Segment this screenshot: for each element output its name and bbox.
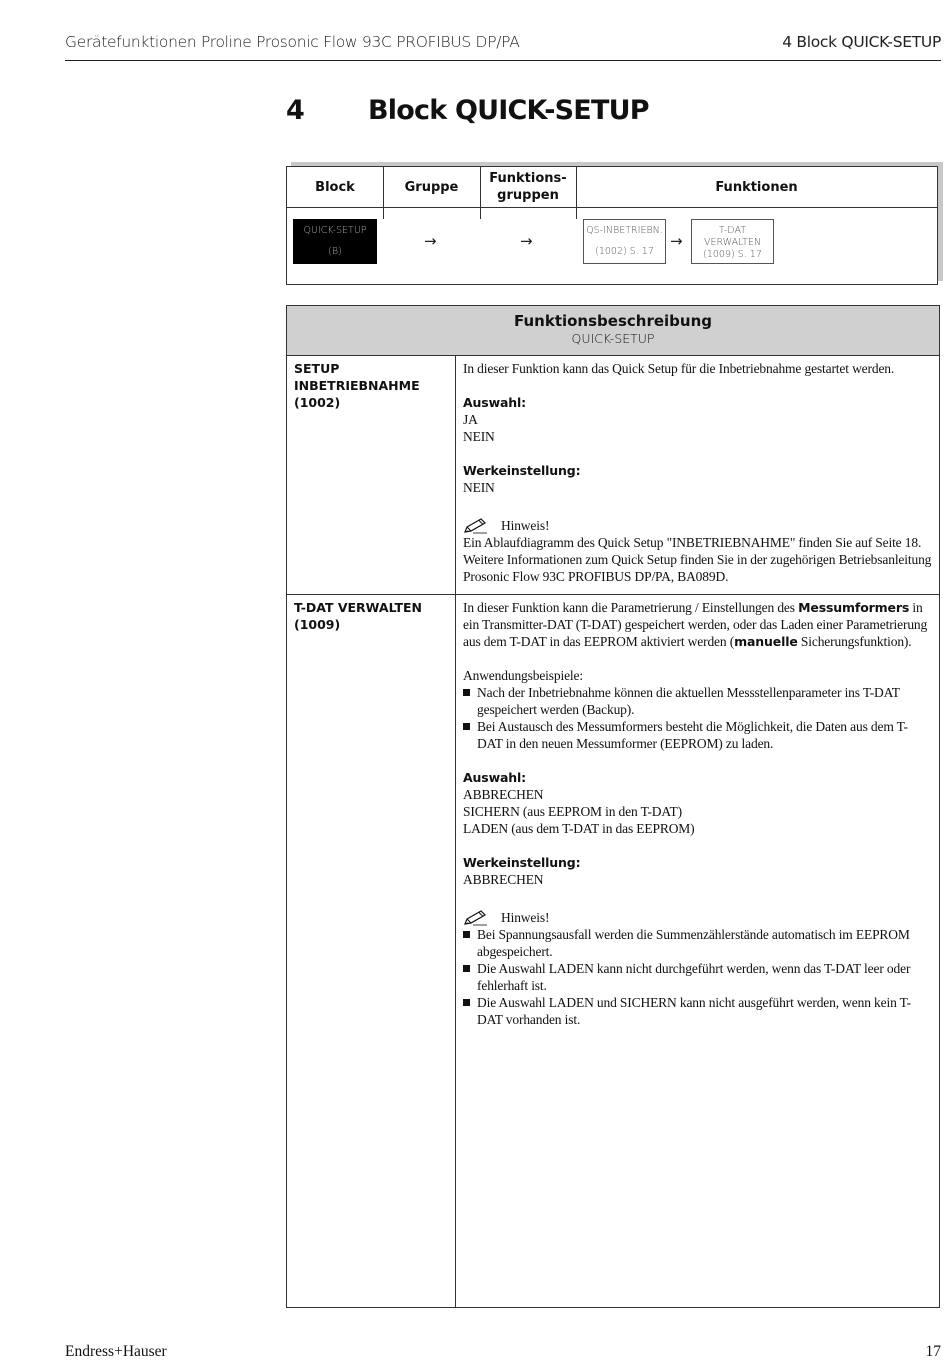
function-name-setup-inbetriebnahme xyxy=(294,360,449,411)
function-description-table xyxy=(286,305,940,1308)
col-divider xyxy=(480,167,481,219)
description-subheading: QUICK-SETUP xyxy=(571,331,655,346)
col-divider xyxy=(383,167,384,219)
bullet-icon xyxy=(463,689,470,696)
col-divider xyxy=(576,167,577,219)
pencil-note-icon xyxy=(463,518,489,534)
list-item-text: Die Auswahl LADEN und SICHERN kann nicht ausgeführt werden, wenn kein T-DAT vorhanden ist. xyxy=(477,995,911,1027)
header-row-divider xyxy=(287,207,937,208)
werkeinstellung-label: Werkeinstellung: xyxy=(463,855,581,870)
hint-text: Ein Ablaufdiagramm des Quick Setup "INBETRIEBNAHME" finden Sie auf Seite 18. xyxy=(463,535,922,550)
hint-header xyxy=(463,909,933,926)
block-box-name: QUICK-SETUP xyxy=(303,225,367,236)
pencil-note-icon xyxy=(463,910,489,926)
intro-segment: in ein Transmitter-DAT (T-DAT) gespeichert werden, oder das Laden einer Parametrierung aus dem T-DAT in das EEPROM aktiviert werden ( xyxy=(463,600,928,649)
col-header-block: Block xyxy=(315,179,355,195)
function-name-t-dat-verwalten xyxy=(294,599,449,633)
list-item xyxy=(463,994,933,1028)
list-item xyxy=(463,684,933,718)
col-header-funktionen: Funktionen xyxy=(715,179,798,195)
function-box-t-dat-verwalten[interactable] xyxy=(691,219,774,264)
function-box-ref: (1009) S. 17 xyxy=(703,249,762,260)
option-item: JA xyxy=(463,412,478,427)
intro-text: In dieser Funktion kann das Quick Setup für die Inbetriebnahme gestartet werden. xyxy=(463,361,895,376)
bullet-icon xyxy=(463,931,470,938)
auswahl-label: Auswahl: xyxy=(463,395,526,410)
intro-segment: In dieser Funktion kann die Parametrierung / Einstellungen des xyxy=(463,600,799,615)
function-box-ref: (1002) S. 17 xyxy=(595,246,654,257)
description-heading: Funktionsbeschreibung xyxy=(513,312,712,330)
hint-header xyxy=(463,517,933,534)
auswahl-label: Auswahl: xyxy=(463,770,526,785)
intro-segment: Sicherungsfunktion). xyxy=(797,634,912,649)
list-item-text: Bei Austausch des Messumformers besteht die Möglichkeit, die Daten aus dem T-DAT in den neuen Messumformer (EEPROM) zu laden. xyxy=(477,719,908,751)
page-number: 17 xyxy=(925,1343,941,1360)
examples-label: Anwendungsbeispiele: xyxy=(463,668,583,683)
column-divider xyxy=(455,355,456,1307)
hint-label: Hinweis! xyxy=(501,910,550,925)
option-item: NEIN xyxy=(463,429,495,444)
intro-text xyxy=(463,599,933,650)
block-box-quick-setup[interactable] xyxy=(293,219,377,264)
function-code: (1002) xyxy=(294,395,341,410)
option-item: SICHERN (aus EEPROM in den T-DAT) xyxy=(463,804,682,819)
block-box-code: (B) xyxy=(328,246,342,257)
hints-list xyxy=(463,926,933,1028)
function-box-qs-inbetriebnahme[interactable] xyxy=(583,219,666,264)
function-name-line: SETUP xyxy=(294,361,340,376)
col-header-funktionsgruppen xyxy=(480,167,576,207)
running-header-title: Gerätefunktionen Proline Prosonic Flow 93C PROFIBUS DP/PA xyxy=(65,33,520,51)
examples-list xyxy=(463,684,933,752)
function-name-line: T-DAT VERWALTEN xyxy=(294,600,422,615)
list-item xyxy=(463,926,933,960)
werkeinstellung-label: Werkeinstellung: xyxy=(463,463,581,478)
list-item-text: Bei Spannungsausfall werden die Summenzählerstände automatisch im EEPROM abgespeichert. xyxy=(477,927,910,959)
bullet-icon xyxy=(463,723,470,730)
werkeinstellung-value: ABBRECHEN xyxy=(463,872,544,887)
function-desc-t-dat-verwalten xyxy=(463,599,933,1028)
list-item-text: Die Auswahl LADEN kann nicht durchgeführt werden, wenn das T-DAT leer oder fehlerhaft ist. xyxy=(477,961,911,993)
werkeinstellung-value: NEIN xyxy=(463,480,495,495)
intro-emphasis: Messumformers xyxy=(798,600,910,615)
description-table-header xyxy=(287,306,939,356)
arrow-icon: → xyxy=(520,232,533,250)
function-box-name-line1: T-DAT xyxy=(718,225,747,236)
chapter-number: 4 xyxy=(286,95,305,126)
list-item-text: Nach der Inbetriebnahme können die aktuellen Messstellenparameter ins T-DAT gespeichert werden (Backup). xyxy=(477,685,900,717)
option-item: LADEN (aus dem T-DAT in das EEPROM) xyxy=(463,821,695,836)
list-item xyxy=(463,960,933,994)
hint-text: Prosonic Flow 93C PROFIBUS DP/PA, BA089D. xyxy=(463,569,729,584)
function-code: (1009) xyxy=(294,617,341,632)
hint-text: Weitere Informationen zum Quick Setup finden Sie in der zugehörigen Betriebsanleitung xyxy=(463,552,932,567)
bullet-icon xyxy=(463,965,470,972)
row-divider xyxy=(287,594,939,595)
footer-brand: Endress+Hauser xyxy=(65,1343,167,1360)
hint-label: Hinweis! xyxy=(501,518,550,533)
chapter-title: Block QUICK-SETUP xyxy=(368,95,649,126)
bullet-icon xyxy=(463,999,470,1006)
block-overview-table xyxy=(286,166,938,285)
intro-emphasis: manuelle xyxy=(734,634,798,649)
function-box-name-line2: VERWALTEN xyxy=(704,237,761,248)
col-header-gruppe: Gruppe xyxy=(404,179,459,195)
col-header-funktionsgruppen-line1: Funktions- xyxy=(489,171,567,186)
col-header-funktionsgruppen-line2: gruppen xyxy=(497,188,559,203)
function-name-line: INBETRIEBNAHME xyxy=(294,378,420,393)
option-item: ABBRECHEN xyxy=(463,787,544,802)
running-header-section: 4 Block QUICK-SETUP xyxy=(782,33,941,51)
header-rule xyxy=(65,60,941,61)
arrow-icon: → xyxy=(670,232,683,250)
arrow-icon: → xyxy=(424,232,437,250)
list-item xyxy=(463,718,933,752)
function-desc-setup-inbetriebnahme xyxy=(463,360,933,585)
function-box-name: QS-INBETRIEBN. xyxy=(586,225,663,236)
